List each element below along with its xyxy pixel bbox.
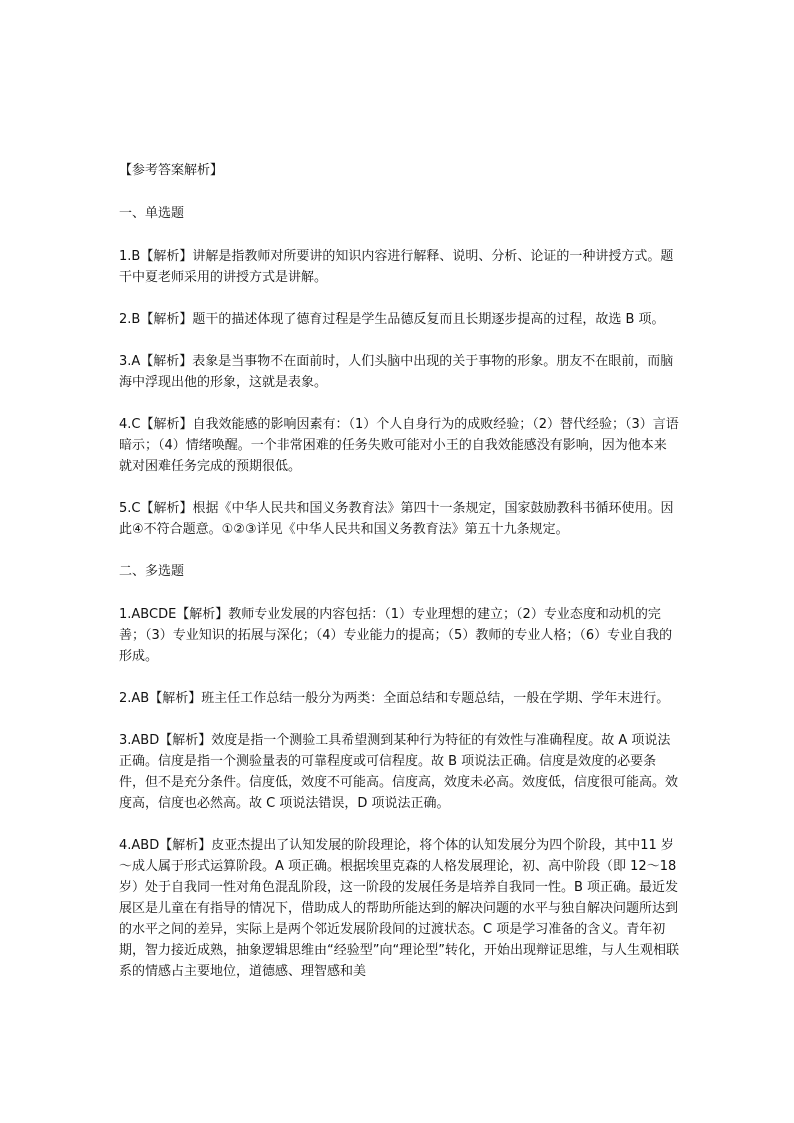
- single-choice-answer-2: 2.B【解析】题干的描述体现了德育过程是学生品德反复而且长期逐步提高的过程，故选 B 项。: [119, 312, 665, 327]
- single-choice-answer-5: 5.C【解析】根据《中华人民共和国义务教育法》第四十一条规定，国家鼓励教科书循环使用。因此④不符合题意。①②③详见《中华人民共和国义务教育法》第五十九条规定。: [119, 501, 674, 537]
- section-title-single-choice: 一、单选题: [119, 206, 185, 221]
- spacer: [119, 181, 679, 203]
- multiple-choice-answer-4: 4.ABD【解析】皮亚杰提出了认知发展的阶段理论，将个体的认知发展分为四个阶段，其中11 岁～成人属于形式运算阶段。A 项正确。根据埃里克森的人格发展理论，初、高中阶段（即 12～18 岁）处于自我同一性对角色混乱阶段，这一阶段的发展任务是培养自我同一性。B 项正确。最近发展区是儿童在有指导的情况下，借助成人的帮助所能达到的解决问题的水平与独自解决问题所达到的水平之间的差异，实际上是两个邻近发展阶段间的过渡状态。C 项是学习准备的含义。青年初期，智力接近成熟，抽象逻辑思维由“经验型”向“理论型”转化，开始出现辩证思维，与人生观相联系的情感占主要地位，道德感、理智感和美: [119, 838, 679, 979]
- multiple-choice-answer-3: 3.ABD【解析】效度是指一个测验工具希望测到某种行为特征的有效性与准确程度。故 A 项说法正确。信度是指一个测验量表的可靠程度或可信程度。故 B 项说法正确。信度是效度的必要条件，但不是充分条件。信度低，效度不可能高。信度高，效度未必高。效度低，信度很可能高。效度高，信度也必然高。故 C 项说法错误，D 项说法正确。: [119, 733, 679, 811]
- single-choice-answer-1: 1.B【解析】讲解是指教师对所要讲的知识内容进行解释、说明、分析、论证的一种讲授方式。题干中夏老师采用的讲授方式是讲解。: [119, 249, 674, 285]
- single-choice-answer-3: 3.A【解析】表象是当事物不在面前时，人们头脑中出现的关于事物的形象。朋友不在眼前，而脑海中浮现出他的形象，这就是表象。: [119, 354, 674, 390]
- multiple-choice-answer-1: 1.ABCDE【解析】教师专业发展的内容包括：（1）专业理想的建立；（2）专业态度和动机的完善；（3）专业知识的拓展与深化；（4）专业能力的提高；（5）教师的专业人格；（6）专业自我的形成。: [119, 607, 673, 664]
- multiple-choice-answer-2: 2.AB【解析】班主任工作总结一般分为两类：全面总结和专题总结，一般在学期、学年末进行。: [119, 691, 670, 706]
- answer-analysis-page: [119, 160, 679, 982]
- document-title: 【参考答案解析】: [119, 163, 224, 178]
- spacer: [119, 540, 679, 561]
- single-choice-answer-4: 4.C【解析】自我效能感的影响因素有：（1）个人自身行为的成败经验；（2）替代经验；（3）言语暗示；（4）情绪唤醒。一个非常困难的任务失败可能对小王的自我效能感没有影响，因为他本来就对困难任务完成的预期很低。: [119, 417, 679, 474]
- spacer: [119, 224, 679, 246]
- section-title-multiple-choice: 二、多选题: [119, 564, 185, 579]
- spacer: [119, 582, 679, 604]
